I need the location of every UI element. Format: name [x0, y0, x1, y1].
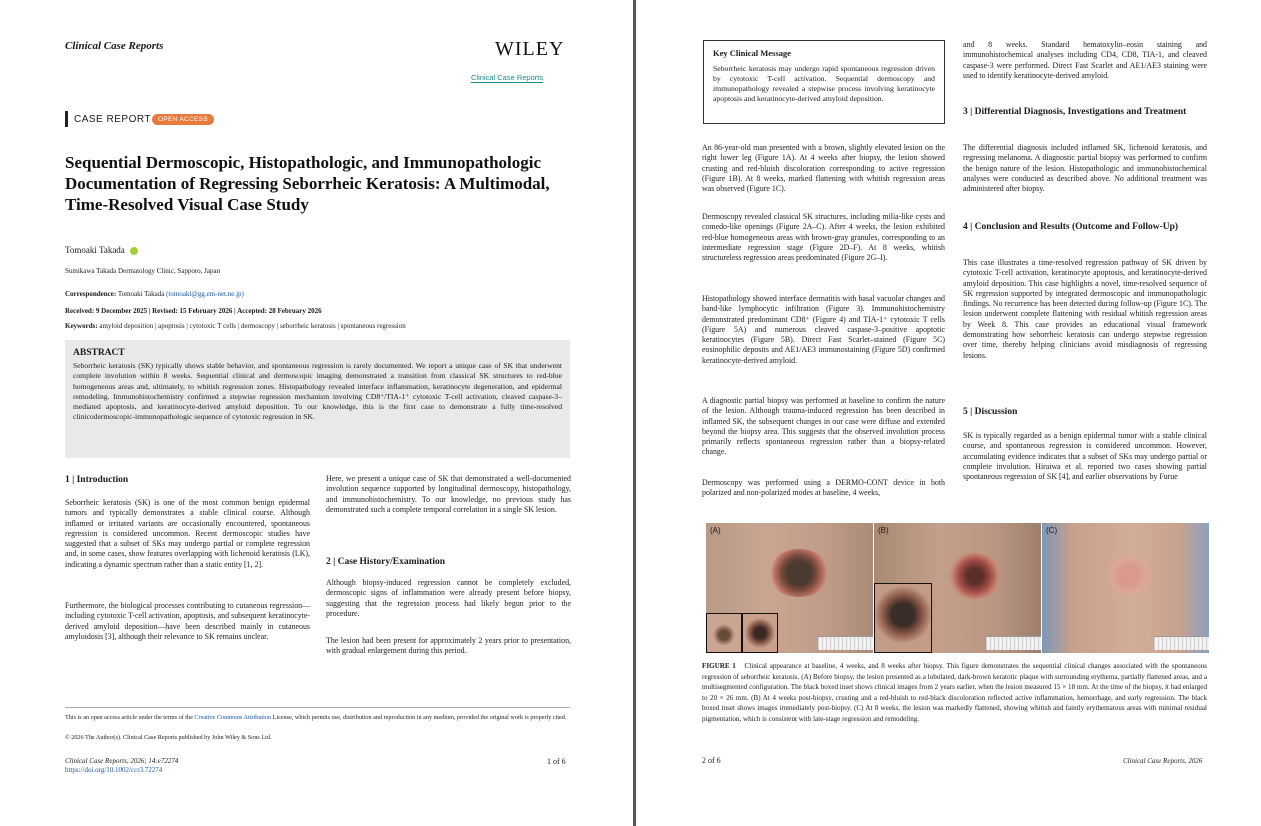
footer-doi[interactable]: https://doi.org/10.1002/ccr3.72274: [65, 766, 163, 774]
key-clinical-message-box: [703, 40, 945, 124]
figure-1c-image: [1042, 523, 1209, 653]
case-paragraph-5: Histopathology showed interface dermatitis with basal vacuolar changes and band-like lymphocytic infiltration (Figure 3). Immunohistochemistry demonstrated predominant CD8⁺ (Figure 4) and TIA-1⁺ cytotoxic T cells (Figure 5A) and numerous cleaved caspase-3–positive apoptotic keratinocytes (Figure 5B). Direct Fast Scarlet–stained (Figure 5C) eosinophilic deposits and AE1/AE3 immunostaining (Figure 5D) confirmed keratinocyte-derived amyloid.: [702, 294, 945, 365]
keywords-list: amyloid deposition | apoptosis | cytotoxic T cells | dermoscopy | seborrheic keratosis | spontaneous regression: [99, 322, 406, 330]
article-type-bar: [65, 111, 68, 127]
correspondence-name: Tomoaki Takada: [117, 290, 165, 298]
author-name: Tomoaki Takada: [65, 245, 125, 255]
license-text: [65, 713, 570, 722]
section-4-text: This case illustrates a time-resolved regression pathway of SK driven by cytotoxic T-cell activation, keratinocyte apoptosis, and keratinocyte-derived amyloid deposition. This case highlights a novel, time-resolved sequence of SK regression supported by integrated dermoscopic and immunopathologic findings. No recurrence has been detected during follow-up (Figure 1C). The lesion underwent complete flattening with residual whitish regression areas by Week 8. This case provides an educational visual framework demonstrating how seborrheic keratosis can undergo stepwise regression over time, thereby helping clinicians avoid misdiagnosis of regressing lesions.: [963, 258, 1207, 360]
article-title: Sequential Dermoscopic, Histopathologic, and Immunopathologic Documentation of Regressing Seborrheic Keratosis: A Multimodal, Time-Resolved Visual Case Study: [65, 153, 550, 214]
license-prefix: This is an open access article under the terms of the: [65, 714, 193, 721]
keywords: [65, 321, 406, 331]
page-number: 2 of 6: [702, 756, 721, 765]
figure-label-c: (C): [1046, 526, 1058, 535]
case-paragraph-3: An 86-year-old man presented with a brown, slightly elevated lesion on the right lower leg (Figure 1A). At 4 weeks after biopsy, the lesion showed crusting and red-bluish discoloration corresponding to active regression (Figure 1B). At 8 weeks, marked flattening with whitish regression areas was observed (Figure 1C).: [702, 143, 945, 194]
author-line: [65, 245, 138, 255]
keywords-label: Keywords:: [65, 322, 98, 330]
case-paragraph-4: Dermoscopy revealed classical SK structures, including milia-like cysts and comedo-like openings (Figure 2A–C). After 4 weeks, the lesion exhibited red-blue homogeneous areas with brown-gray granules, corresponding to an intermediate regression stage (Figure 2D–F). At 8 weeks, whitish structureless regression areas predominated (Figure 2G–I).: [702, 212, 945, 263]
abstract-heading: ABSTRACT: [73, 348, 125, 358]
section-5-text: SK is typically regarded as a benign epidermal tumor with a stable clinical course, and spontaneous regression is considered uncommon. However, accumulating evidence indicates that a subset of SKs may undergo partial or complete involution. Hiraiwa et al. reported two cases showing partial spontaneous regression of SK [4], and earlier observations by Furue: [963, 431, 1207, 482]
page-divider: [633, 0, 636, 826]
case-heading: 2 | Case History/Examination: [326, 557, 445, 567]
figure-caption-label: FIGURE 1: [702, 662, 736, 670]
article-type: CASE REPORT: [74, 114, 151, 125]
section-3-text: The differential diagnosis included inflamed SK, lichenoid keratosis, and regressing melanoma. A diagnostic partial biopsy was performed to confirm the benign nature of the lesion. Histopathologic and immunohistochemical analyses were conducted as described above. No additional treatment was administered after biopsy.: [963, 143, 1207, 194]
page-2: [637, 0, 1261, 826]
journal-logo: Clinical Case Reports: [471, 73, 544, 82]
journal-name: Clinical Case Reports: [65, 40, 164, 52]
case-paragraph-6: A diagnostic partial biopsy was performed at baseline to confirm the nature of the lesion. Although trauma-induced regression has been described in inflamed SK, the subsequent changes in our case were diffuse and extended beyond the biopsy area. This suggests that the observed involution process primarily reflects spontaneous regression rather than a biopsy-related change.: [702, 396, 945, 457]
figure-1b-inset: [874, 583, 932, 653]
correspondence-email[interactable]: (tomoaki@gg.em-net.ne.jp): [166, 290, 244, 298]
section-4-heading: 4 | Conclusion and Results (Outcome and Follow-Up): [963, 222, 1179, 232]
kcm-text: Seborrheic keratosis may undergo rapid spontaneous regression driven by cytotoxic T-cell activation. Sequential dermoscopy and immunopathology revealed a stepwise process involving keratinocyte apoptosis and keratinocyte-derived amyloid deposition.: [713, 64, 935, 103]
figure-label-a: (A): [710, 526, 721, 535]
figure-1a-inset-1: [706, 613, 742, 653]
abstract-text: Seborrheic keratosis (SK) typically shows stable behavior, and spontaneous regression is rarely documented. We report a unique case of SK that underwent complete involution within 8 weeks. Sequential clinical and dermoscopic imaging demonstrated a transition from classical SK structures to red-blue homogeneous areas and, ultimately, to whitish regression zones. Histopathology revealed interface inflammation, keratinocyte degeneration, and epidermal remodeling. Immunohistochemistry confirmed a stepwise regression mechanism involving CD8⁺/TIA-1⁺ cytotoxic T-cell activation, cleaved caspase-3–mediated apoptosis, and keratinocyte-derived amyloid deposition. To our knowledge, this is the first case to demonstrate a fully time-resolved clinicodermoscopic-immunopathologic sequence of cytotoxic regression in SK.: [73, 361, 562, 422]
article-dates: Received: 9 December 2025 | Revised: 15 February 2026 | Accepted: 28 February 2026: [65, 307, 322, 315]
figure-1-caption: [702, 661, 1207, 724]
kcm-heading: Key Clinical Message: [713, 48, 791, 58]
intro-paragraph-3: Here, we present a unique case of SK that demonstrated a well-documented involution sequence supported by longitudinal dermoscopy, histopathology, and immunohistochemistry. To our knowledge, no previous study has demonstrated such a complete temporal correlation in a single SK lesion.: [326, 474, 571, 514]
figure-1a-inset-2: [742, 613, 778, 653]
publisher-logo: WILEY: [495, 38, 565, 60]
license-suffix: License, which permits use, distribution and reproduction in any medium, provided the original work is properly cited.: [272, 714, 567, 721]
orcid-icon[interactable]: [130, 247, 138, 255]
figure-1a-image: [706, 523, 873, 653]
case-paragraph-2: The lesion had been present for approximately 2 years prior to presentation, with gradual enlargement during this period.: [326, 636, 571, 656]
intro-heading: 1 | Introduction: [65, 475, 129, 485]
affiliation: Sumikawa Takada Dermatology Clinic, Sapporo, Japan: [65, 267, 221, 275]
footer-journal: Clinical Case Reports, 2026; 14:e72274: [65, 757, 179, 765]
figure-1b-image: [874, 523, 1041, 653]
figure-label-b: (B): [878, 526, 889, 535]
footer-divider: [65, 707, 570, 708]
intro-paragraph-2: Furthermore, the biological processes contributing to cutaneous regression—including cytotoxic T-cell activation, apoptosis, and subsequent keratinocyte-derived amyloid deposition—have been described mainly in cutaneous amyloidosis [3], although their relevance to SK remains unclear.: [65, 601, 310, 641]
section-3-heading: 3 | Differential Diagnosis, Investigations and Treatment: [963, 107, 1187, 117]
page-number: 1 of 6: [547, 757, 566, 766]
open-access-badge: OPEN ACCESS: [152, 114, 214, 125]
correspondence: [65, 289, 244, 299]
intro-paragraph-1: Seborrheic keratosis (SK) is one of the most common benign epidermal tumors and typically demonstrates a stable clinical course. Although inflamed or irritated variants are occasionally encountered, spontaneous regression is considered uncommon. Recent dermoscopic studies have suggested that a subset of SKs may undergo partial or complete regression and, in some cases, show features overlapping with lichenoid keratosis (LK), indicating a dynamic spectrum rather than a static entity [1, 2].: [65, 498, 310, 569]
case-paragraph-7: Dermoscopy was performed using a DERMO-CONT device in both polarized and non-polarized modes at baseline, 4 weeks,: [702, 478, 945, 498]
case-paragraph-1: Although biopsy-induced regression cannot be completely excluded, dermoscopic signs of inflammation were already present before biopsy, suggesting that the regression process had likely begun prior to the procedure.: [326, 578, 571, 618]
copyright: © 2026 The Author(s). Clinical Case Reports published by John Wiley & Sons Ltd.: [65, 734, 272, 741]
figure-caption-text: Clinical appearance at baseline, 4 weeks, and 8 weeks after biopsy. This figure demonstrates the sequential clinical changes associated with the spontaneous regression of seborrheic keratosis. (A) Before biopsy, the lesion presented as a lobulated, dark-brown keratotic plaque with surrounding erythema, partially flattened areas, and a multisegmented configuration. The black boxed inset shows clinical images from 2 years earlier, when the lesion measured 15 × 18 mm. At the time of the biopsy, it had enlarged to 20 × 26 mm. (B) At 4 weeks post-biopsy, crusting and a red-bluish to red-black discoloration reflected active inflammation, hemorrhage, and early regression. The black boxed inset shows images immediately post-biopsy. (C) At 8 weeks, the lesion was markedly flattened, showing whitish and faintly erythematous areas with minimal residual pigmentation, which is consistent with late-stage regression and remodeling.: [702, 662, 1207, 723]
license-link[interactable]: Creative Commons Attribution: [194, 714, 272, 721]
footer-journal: Clinical Case Reports, 2026: [1123, 757, 1203, 765]
section-5-heading: 5 | Discussion: [963, 407, 1018, 417]
abstract-box: [65, 340, 570, 458]
case-paragraph-8: and 8 weeks. Standard hematoxylin–eosin staining and immunohistochemical analyses including CD4, CD8, TIA-1, and cleaved caspase-3 were performed. Direct Fast Scarlet and AE1/AE3 staining were used to identify keratinocyte-derived amyloid.: [963, 40, 1207, 80]
correspondence-label: Correspondence:: [65, 290, 117, 298]
